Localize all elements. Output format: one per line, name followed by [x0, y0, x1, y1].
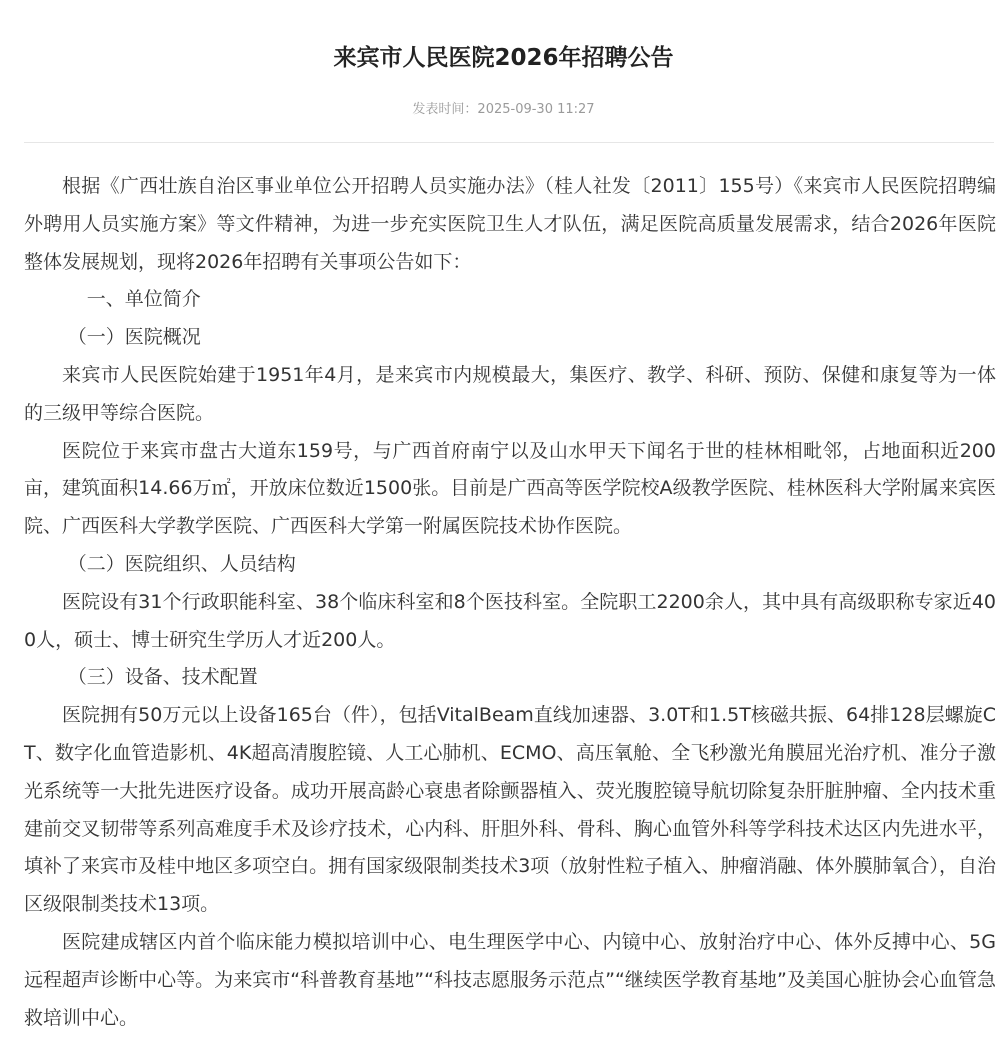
- staff-structure-text: 医院设有31个行政职能科室、38个临床科室和8个医技科室。全院职工2200余人，其中具有高级职称专家近400人，硕士、博士研究生学历人才近200人。: [24, 590, 996, 651]
- centers-text: 医院建成辖区内首个临床能力模拟培训中心、电生理医学中心、内镜中心、放射治疗中心、体外反搏中心、5G远程超声诊断中心等。为来宾市“科普教育基地”“科技志愿服务示范点”“继续医学教育基地”及美国心脏协会心血管急救培训中心。: [24, 930, 996, 1029]
- article-title: 来宾市人民医院2026年招聘公告: [333, 45, 674, 71]
- publish-time: 2025-09-30 11:27: [477, 102, 595, 117]
- subsection-heading-1: （一）医院概况: [67, 326, 201, 349]
- publish-label: 发表时间：: [412, 102, 478, 117]
- equipment-text: 医院拥有50万元以上设备165台（件），包括VitalBeam直线加速器、3.0T和1.5T核磁共振、64排128层螺旋CT、数字化血管造影机、4K超高清腹腔镜、人工心肺机、ECMO、高压氧舱、全飞秒激光角膜屈光治疗机、准分子激光系统等一大批先进医疗设备。成功开展高龄心衰患者除颤器植入、荧光腹腔镜导航切除复杂肝脏肿瘤、全内技术重建前交叉韧带等系列高难度手术及诊疗技术，心内科、肝胆外科、骨科、胸心血管外科等学科技术达区内先进水平，填补了来宾市及桂中地区多项空白。拥有国家级限制类技术3项（放射性粒子植入、肿瘤消融、体外膜肺氧合），自治区级限制类技术13项。: [24, 704, 996, 916]
- subsection-heading-2: （二）医院组织、人员结构: [67, 552, 296, 575]
- hospital-overview-text: 来宾市人民医院始建于1951年4月，是来宾市内规模最大，集医疗、教学、科研、预防、保健和康复等为一体的三级甲等综合医院。: [24, 363, 996, 424]
- publish-meta: [0, 100, 1007, 120]
- title-divider: [24, 142, 994, 143]
- article-body: [24, 168, 996, 1037]
- subsection-heading-3: （三）设备、技术配置: [67, 666, 258, 689]
- intro-paragraph: 根据《广西壮族自治区事业单位公开招聘人员实施办法》（桂人社发〔2011〕155号）《来宾市人民医院招聘编外聘用人员实施方案》等文件精神，为进一步充实医院卫生人才队伍，满足医院高质量发展需求，结合2026年医院整体发展规划，现将2026年招聘有关事项公告如下：: [24, 175, 996, 273]
- section-heading-1: 一、单位简介: [86, 288, 201, 311]
- hospital-location-text: 医院位于来宾市盘古大道东159号，与广西首府南宁以及山水甲天下闻名于世的桂林相毗邻，占地面积近200亩，建筑面积14.66万㎡，开放床位数近1500张。目前是广西高等医学院校A级教学医院、桂林医科大学附属来宾医院、广西医科大学教学医院、广西医科大学第一附属医院技术协作医院。: [24, 439, 996, 538]
